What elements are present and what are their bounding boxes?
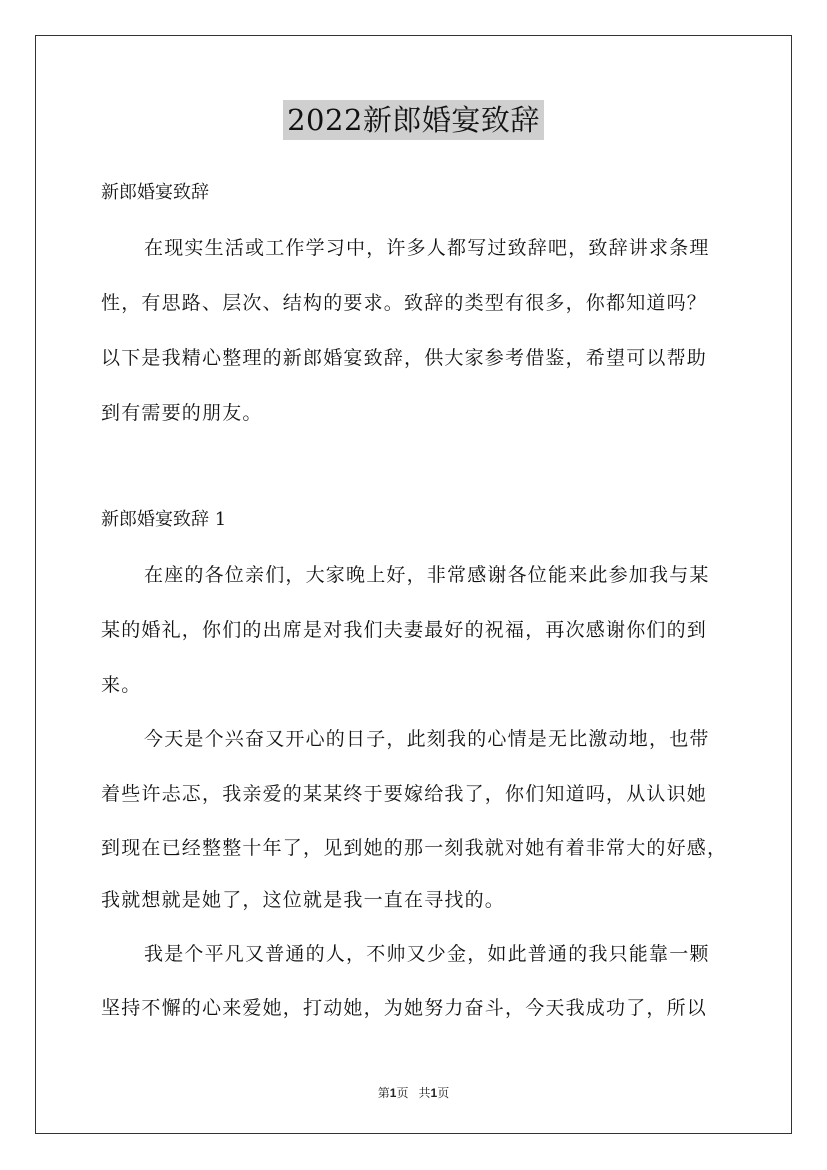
paragraph-1-line: 某的婚礼，你们的出席是对我们夫妻最好的祝福，再次感谢你们的到: [101, 619, 708, 641]
paragraph-1-line: 来。: [101, 674, 142, 696]
intro-line: 性，有思路、层次、结构的要求。致辞的类型有很多，你都知道吗？: [101, 292, 708, 314]
paragraph-2-line: 我就想就是她了，这位就是我一直在寻找的。: [101, 889, 506, 911]
page-footer: [0, 1085, 827, 1101]
page-prefix: 第: [377, 1086, 390, 1100]
paragraph-3-line: 我是个平凡又普通的人，不帅又少金，如此普通的我只能靠一颗: [144, 943, 710, 965]
total-suffix: 页: [437, 1086, 450, 1100]
intro-line: 到有需要的朋友。: [101, 402, 263, 424]
paragraph-2-line: 到现在已经整整十年了，见到她的那一刻我就对她有着非常大的好感，: [101, 837, 728, 859]
intro-line: 在现实生活或工作学习中，许多人都写过致辞吧，致辞讲求条理: [144, 237, 710, 259]
section-heading-1: 新郎婚宴致辞 1: [101, 509, 227, 530]
document-title-text: 2022新郎婚宴致辞: [283, 100, 544, 140]
document-title: [0, 100, 827, 140]
paragraph-3-line: 坚持不懈的心来爱她，打动她，为她努力奋斗，今天我成功了，所以: [101, 997, 708, 1019]
page-suffix: 页: [396, 1086, 409, 1100]
paragraph-1-line: 在座的各位亲们，大家晚上好，非常感谢各位能来此参加我与某: [144, 564, 710, 586]
paragraph-2-line: 着些许忐忑，我亲爱的某某终于要嫁给我了，你们知道吗，从认识她: [101, 783, 708, 805]
intro-line: 以下是我精心整理的新郎婚宴致辞，供大家参考借鉴，希望可以帮助: [101, 347, 708, 369]
section-heading-intro: 新郎婚宴致辞: [101, 182, 209, 203]
total-prefix: 共: [418, 1086, 431, 1100]
total-number: 1: [430, 1086, 438, 1100]
page-number: 1: [389, 1086, 397, 1100]
paragraph-2-line: 今天是个兴奋又开心的日子，此刻我的心情是无比激动地，也带: [144, 728, 710, 750]
